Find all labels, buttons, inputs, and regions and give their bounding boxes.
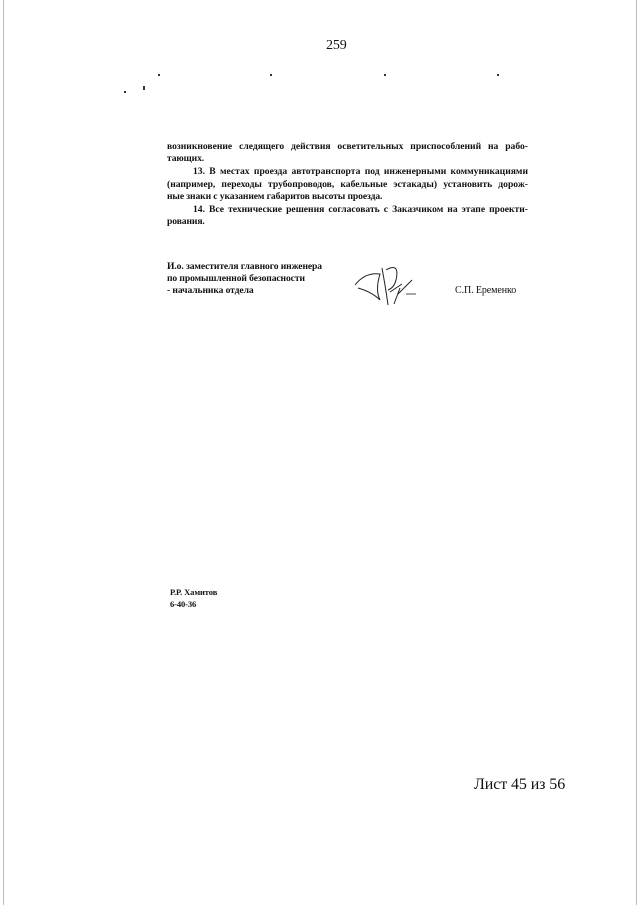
executor-phone: 6-40-36 [170, 599, 197, 609]
sheet-label: Лист 45 из 56 [474, 776, 566, 793]
scan-speck [143, 86, 145, 90]
scan-edge-right [636, 0, 637, 905]
executor-name: Р.Р. Хамитов [170, 587, 218, 597]
body-line: 13. В местах проезда автотранспорта под инженерными коммуникациями [193, 166, 528, 177]
signatory-position: - начальника отдела [167, 285, 254, 296]
body-line: тающих. [167, 153, 205, 164]
page-number: 259 [326, 38, 347, 53]
scan-speck [124, 91, 126, 93]
scan-speck [384, 74, 386, 76]
scan-speck [497, 74, 499, 76]
scan-edge-left [3, 0, 4, 905]
body-line: 14. Все технические решения согласовать с Заказчиком на этапе проекти- [193, 204, 528, 215]
body-line: возникновение следящего действия осветительных приспособлений на рабо- [167, 141, 528, 152]
signatory-name: С.П. Еременко [455, 285, 517, 296]
signatory-position: И.о. заместителя главного инженера [167, 261, 322, 272]
scan-speck [158, 74, 160, 76]
body-line: рования. [167, 216, 205, 227]
handwritten-signature [350, 260, 430, 310]
body-line: (например, переходы трубопроводов, кабельные эстакады) установить дорож- [167, 179, 528, 190]
signatory-position: по промышленной безопасности [167, 273, 305, 284]
scan-speck [270, 74, 272, 76]
body-line: ные знаки с указанием габаритов высоты проезда. [167, 191, 383, 202]
